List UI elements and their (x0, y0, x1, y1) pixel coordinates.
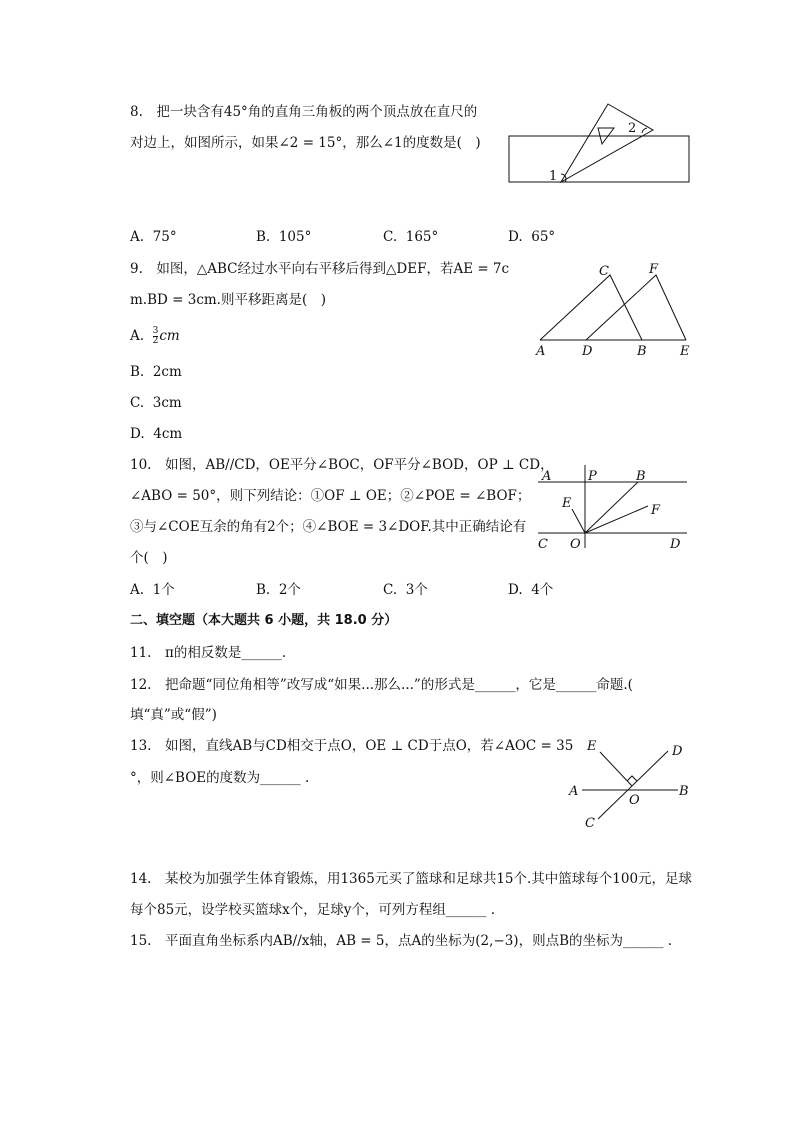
q10-figure (530, 460, 695, 555)
ray-ob (585, 482, 638, 533)
label-A: A (536, 344, 546, 359)
q13-text-line1: 13. 如图，直线AB与CD相交于点O，OE ⊥ CD于点O，若∠AOC = 35 (130, 738, 574, 754)
q8-figure (505, 100, 695, 190)
q13-figure (560, 735, 700, 835)
label-E: E (680, 344, 690, 359)
label-D: D (582, 344, 593, 359)
label-O: O (570, 537, 581, 552)
q13-text-line2: °，则∠BOE的度数为______ . (130, 770, 310, 786)
label-O: O (629, 793, 640, 808)
label-A: A (542, 469, 552, 484)
option-text: 75° (152, 229, 177, 245)
triangle-def (586, 275, 686, 340)
q10-text-line3: ③与∠COE互余的角有2个；④∠BOE = 3∠DOF.其中正确结论有 (130, 519, 527, 535)
option-text: 4cm (153, 426, 183, 442)
option-text: 1个 (152, 582, 175, 598)
q10-text-line2: ∠ABO = 50°，则下列结论：①OF ⊥ OE；②∠POE = ∠BOF； (130, 488, 531, 504)
q9-figure (530, 258, 700, 363)
section-heading: 二、填空题（本大题共 6 小题，共 18.0 分） (130, 613, 398, 628)
q11-text: 11. π的相反数是______. (130, 645, 287, 661)
label-B: B (636, 469, 646, 484)
set-square-outer (561, 104, 653, 182)
label-F: F (649, 262, 659, 277)
label-B: B (637, 344, 647, 359)
option-text: 4个 (531, 582, 554, 598)
option-letter: B. (256, 582, 271, 598)
ray-oe (572, 509, 585, 533)
option-text: 2cm (152, 364, 182, 380)
option-text: 3cm (152, 395, 182, 411)
option-text: 65° (531, 229, 556, 245)
option-letter: C. (130, 395, 145, 411)
option-letter: D. (508, 229, 523, 245)
q10-text-line4: 个( ) (130, 550, 168, 566)
right-angle-mark (627, 776, 637, 781)
q10-option-b[interactable] (256, 580, 301, 600)
q8-option-b[interactable] (256, 227, 311, 247)
label-E: E (562, 496, 572, 511)
q9-text-line2: m.BD = 3cm.则平移距离是( ) (130, 292, 327, 308)
label-B: B (679, 784, 689, 799)
q8-text-line2: 对边上，如图所示，如果∠2 = 15°，那么∠1的度数是( ) (130, 135, 481, 151)
option-letter: C. (383, 582, 398, 598)
ruler (509, 136, 689, 182)
q8-text-line1: 8. 把一块含有45°角的直角三角板的两个顶点放在直尺的 (130, 104, 478, 120)
label-F: F (651, 503, 661, 518)
label-D: D (672, 744, 683, 759)
ray-of (585, 506, 648, 533)
q15-text: 15. 平面直角坐标系内AB//x轴，AB = 5，点A的坐标为(2,−3)，则点B的坐标为______ . (130, 933, 673, 949)
option-unit: cm (159, 328, 180, 344)
label-A: A (569, 784, 579, 799)
label-E: E (587, 739, 597, 754)
q9-option-b[interactable] (130, 362, 182, 382)
q12-text-line2: 填“真”或“假”) (130, 707, 217, 723)
option-letter: C. (383, 229, 398, 245)
fraction-denominator: 2 (152, 336, 159, 346)
q10-option-c[interactable] (383, 580, 428, 600)
option-text: 105° (278, 229, 312, 245)
label-D: D (670, 537, 681, 552)
option-text: 2个 (278, 582, 301, 598)
q14-text-line1: 14. 某校为加强学生体育锻炼，用1365元买了篮球和足球共15个.其中篮球每个100元，足球 (130, 871, 693, 887)
label-angle1: 1 (549, 169, 558, 184)
label-C: C (538, 537, 548, 552)
option-letter: A. (130, 582, 145, 598)
q8-option-d[interactable] (508, 227, 555, 247)
label-angle2: 2 (628, 121, 637, 136)
label-P: P (588, 469, 597, 484)
label-C: C (599, 264, 609, 279)
option-letter: A. (130, 229, 145, 245)
option-letter: B. (256, 229, 271, 245)
option-letter: B. (130, 364, 145, 380)
fraction-numerator: 3 (152, 326, 159, 336)
q9-option-a[interactable] (130, 326, 180, 346)
q14-text-line2: 每个85元，设学校买篮球x个，足球y个，可列方程组______ . (130, 902, 496, 918)
q10-text-line1: 10. 如图，AB//CD，OE平分∠BOC，OF平分∠BOD，OP ⊥ CD， (130, 457, 554, 473)
q10-option-a[interactable] (130, 580, 175, 600)
option-letter: D. (130, 426, 145, 442)
triangle-abc (540, 275, 642, 340)
q10-option-d[interactable] (508, 580, 553, 600)
label-C: C (585, 816, 595, 831)
option-letter: D. (508, 582, 523, 598)
q8-option-a[interactable] (130, 227, 177, 247)
option-text: 3个 (405, 582, 428, 598)
q9-text-line1: 9. 如图，△ABC经过水平向右平移后得到△DEF，若AE = 7c (130, 261, 510, 277)
q12-text-line1: 12. 把命题“同位角相等”改写成“如果...那么...”的形式是______，它是______命题.( (130, 677, 633, 693)
q9-option-c[interactable] (130, 393, 182, 413)
fraction (153, 327, 159, 346)
q9-option-d[interactable] (130, 424, 182, 444)
option-text: 165° (405, 229, 439, 245)
q8-option-c[interactable] (383, 227, 438, 247)
angle2-arc (642, 128, 647, 133)
option-letter: A. (130, 328, 145, 344)
